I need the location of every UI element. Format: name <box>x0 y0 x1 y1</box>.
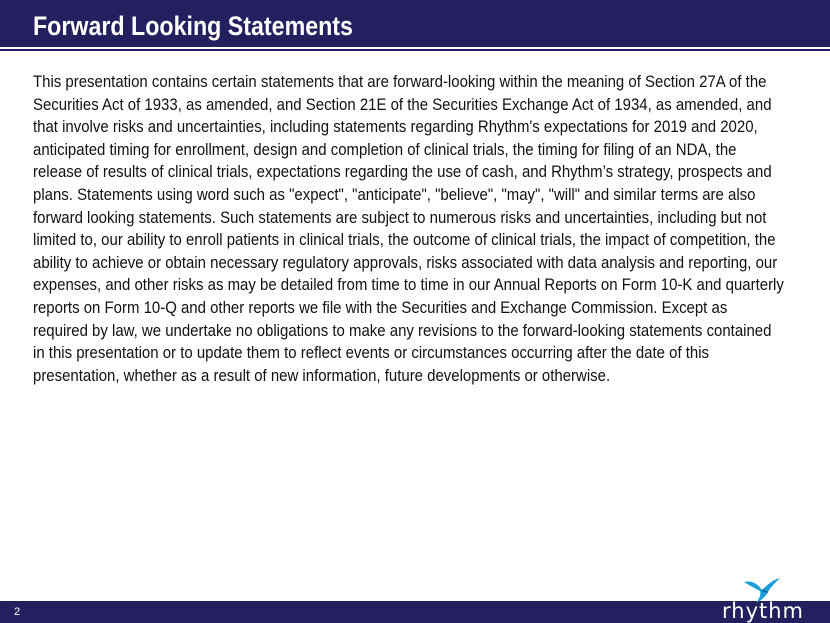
slide-title: Forward Looking Statements <box>33 11 353 41</box>
footer-bar <box>0 601 830 623</box>
disclaimer-paragraph: This presentation contains certain statements that are forward-looking within the meaning of Section 27A of the Securities Act of 1933, as amended, and Section 21E of the Securities Exchange Act of 1934, as amended, and that involve risks and uncertainties, including statements regarding Rhythm's expectations for 2019 and 2020, anticipated timing for enrollment, design and completion of clinical trials, the timing for filing of an NDA, the release of results of clinical trials, expectations regarding the use of cash, and Rhythm’s strategy, prospects and plans. Statements using word such as "expect", "anticipate", "believe", "may", "will" and similar terms are also forward looking statements. Such statements are subject to numerous risks and uncertainties, including but not limited to, our ability to enroll patients in clinical trials, the outcome of clinical trials, the impact of competition, the ability to achieve or obtain necessary regulatory approvals, risks associated with data analysis and reporting, our expenses, and other risks as may be detailed from time to time in our Annual Reports on Form 10-K and quarterly reports on Form 10-Q and other reports we file with the Securities and Exchange Commission. Except as required by law, we undertake no obligations to make any revisions to the forward-looking statements contained in this presentation or to update them to reflect events or circumstances occurring after the date of this presentation, whether as a result of new information, future developments or otherwise. <box>33 72 784 385</box>
title-bar <box>0 0 830 47</box>
rhythm-logo: rhythm <box>722 599 805 623</box>
page-number: 2 <box>14 606 21 618</box>
title-divider <box>0 49 830 51</box>
